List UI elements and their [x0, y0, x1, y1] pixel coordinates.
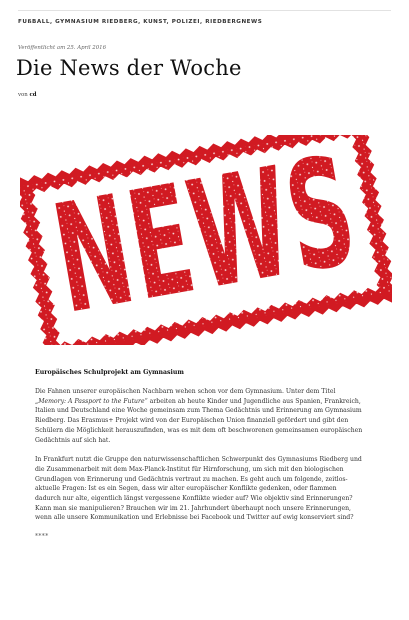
- top-category-bar: [0, 0, 409, 32]
- project-title: Memory: A Passport to the Future: [38, 397, 145, 405]
- page-title: Die News der Woche: [16, 56, 242, 80]
- article-body: [35, 369, 363, 540]
- author-link[interactable]: cd: [29, 92, 37, 98]
- article-paragraph-1: Die Fahnen unserer europäischen Nachbarn wehen schon vor dem Gymnasium. Unter dem Titel „Memory: A Passport to the Future“ arbeiten ab heute Kinder und Jugendliche aus Spanien, Frankreich, Italien und Deutschland eine Woche gemeinsam zum Thema Gedächtnis und Erinnerung am Gymnasium Riedberg. Das Erasmus+ Projekt wird von der Europäischen Union finanziell gefördert und gibt den Schülern die Möglichkeit herauszufinden, was es mit dem oft beschworenen gemeinsamen europäischen Gedächtnis auf sich hat.: [35, 388, 363, 444]
- category-links[interactable]: FUßBALL, GYMNASIUM RIEDBERG, KUNST, POLIZEI, RIEDBERGNEWS: [18, 19, 263, 25]
- article-paragraph-2: In Frankfurt nutzt die Gruppe den naturwissenschaftlichen Schwerpunkt des Gymnasiums Riedberg und die Zusammenarbeit mit dem Max-Planck-Institut für Hirnforschung, um sich mit den biologischen Grundlagen von Erinnerung und Gedächtnis vertraut zu machen. Es geht auch um folgende, zeitlos-aktuelle Fragen: Ist es ein Segen, dass wir alter europäischer Konflikte gedenken, oder flammen dadurch nur alte, eigentlich längst vergessene Konflikte wieder auf? Wie objektiv sind Erinnerungen? Kann man sie manipulieren? Brauchen wir im 21. Jahrhundert überhaupt noch unsere Erinnerungen, wenn alle unsere Kommunikation und Erlebnisse bei Facebook und Twitter auf ewig konserviert sind?: [35, 456, 362, 522]
- post-date: Veröffentlicht am 25. April 2016: [18, 45, 107, 51]
- news-stamp-graphic: [20, 135, 392, 345]
- top-divider: [18, 10, 391, 11]
- byline-prefix: von: [18, 92, 28, 98]
- article-subheading: Europäisches Schulprojekt am Gymnasium: [35, 369, 184, 376]
- news-stamp-image: [20, 135, 392, 345]
- separator: ****: [35, 533, 49, 541]
- byline: [18, 92, 37, 98]
